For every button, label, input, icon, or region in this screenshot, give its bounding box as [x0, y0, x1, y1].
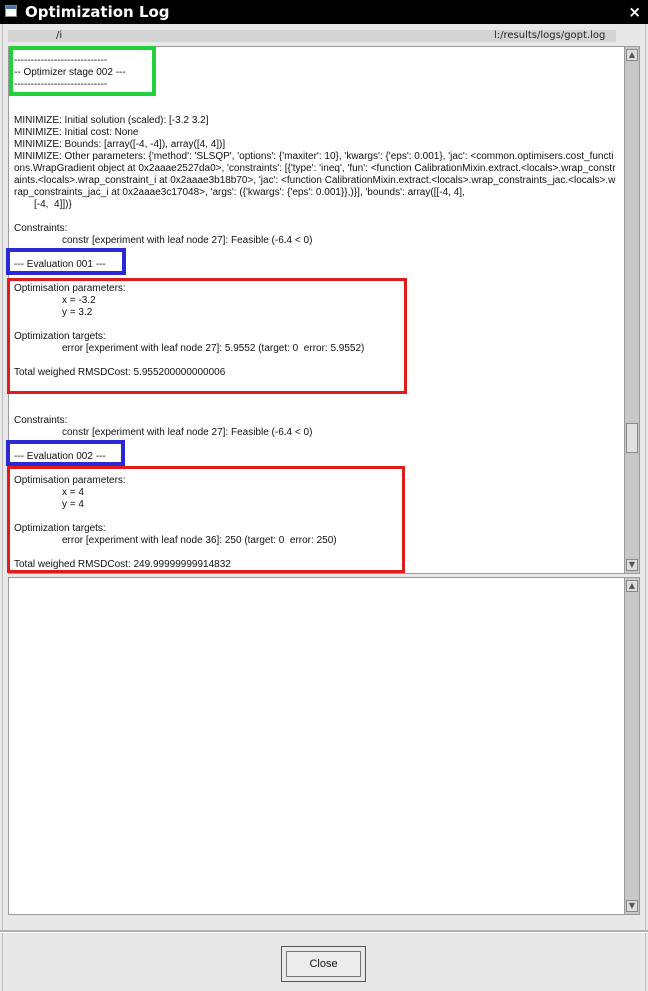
close-icon[interactable]: ×	[628, 3, 641, 21]
window-icon	[5, 5, 17, 17]
log-text-area[interactable]	[8, 46, 640, 574]
scroll-up-icon[interactable]: ▲	[626, 580, 638, 592]
stage-title: -- Optimizer stage 002 ---	[14, 67, 126, 78]
path-left: /i	[56, 30, 63, 41]
path-right: l:/results/logs/gopt.log	[494, 30, 606, 41]
log-path-bar	[8, 30, 616, 42]
footer-divider	[0, 930, 648, 933]
total-cost-line: Total weighed RMSDCost: 249.99999999914832	[14, 559, 231, 570]
window-title-bar	[0, 0, 648, 24]
constraints-label: Constraints:	[14, 415, 68, 426]
initial-solution-line: MINIMIZE: Initial solution (scaled): [-3.2 3.2]	[14, 115, 209, 126]
detail-pane[interactable]	[8, 577, 640, 915]
close-button-frame	[281, 946, 366, 982]
other-parameters-tail: [-4, 4]])}	[34, 199, 72, 210]
parameters-label: Optimisation parameters:	[14, 283, 126, 294]
target-line: error [experiment with leaf node 27]: 5.9552 (target: 0 error: 5.9552)	[62, 343, 365, 354]
total-cost-line: Total weighed RMSDCost: 5.955200000000006	[14, 367, 226, 378]
constraint-line: constr [experiment with leaf node 27]: Feasible (-6.4 < 0)	[62, 235, 313, 246]
log-content	[14, 55, 618, 571]
constraints-label: Constraints:	[14, 223, 68, 234]
parameter-y: y = 3.2	[62, 307, 93, 318]
initial-cost-line: MINIMIZE: Initial cost: None	[14, 127, 139, 138]
close-button[interactable]: Close	[286, 951, 361, 977]
constraint-line: constr [experiment with leaf node 27]: Feasible (-6.4 < 0)	[62, 427, 313, 438]
scroll-down-icon[interactable]: ▼	[626, 900, 638, 912]
log-scrollbar[interactable]	[624, 47, 639, 573]
scroll-down-icon[interactable]: ▼	[626, 559, 638, 571]
parameter-y: y = 4	[62, 499, 84, 510]
parameter-x: x = 4	[62, 487, 84, 498]
other-parameters-line: MINIMIZE: Other parameters: {'method': 'SLSQP', 'options': {'maxiter': 10}, 'kwargs': {'eps': 0.001}, 'jac': <common.optimisers.cost_functions.WrapGradient object at 0x2aaae2527da0>, 'constraints': [{'type': 'ineq', 'fun': <function CalibrationMixin.extract.<locals>.wrap_constraints.<locals>.wrap_constraint_i at 0x2aaae3b18b70>, 'jac': <function CalibrationMixin.extract.<locals>.wrap_constraints_jac.<locals>.wrap_constraints_jac_i at 0x2aaae3c17048>, 'args': ({'kwargs': {'eps': 0.001}},)}], 'bounds': array([[-4, 4],	[14, 151, 616, 198]
window-title: Optimization Log	[25, 3, 170, 21]
stage-separator: ----------------------------	[14, 79, 108, 90]
detail-scrollbar[interactable]	[624, 578, 639, 914]
parameter-x: x = -3.2	[62, 295, 96, 306]
evaluation-title: --- Evaluation 001 ---	[14, 259, 106, 270]
scroll-up-icon[interactable]: ▲	[626, 49, 638, 61]
targets-label: Optimization targets:	[14, 523, 106, 534]
target-line: error [experiment with leaf node 36]: 250 (target: 0 error: 250)	[62, 535, 337, 546]
targets-label: Optimization targets:	[14, 331, 106, 342]
stage-separator: ----------------------------	[14, 55, 108, 66]
parameters-label: Optimisation parameters:	[14, 475, 126, 486]
scroll-thumb[interactable]	[626, 423, 638, 453]
evaluation-title: --- Evaluation 002 ---	[14, 451, 106, 462]
bounds-line: MINIMIZE: Bounds: [array([-4, -4]), array([4, 4])]	[14, 139, 226, 150]
